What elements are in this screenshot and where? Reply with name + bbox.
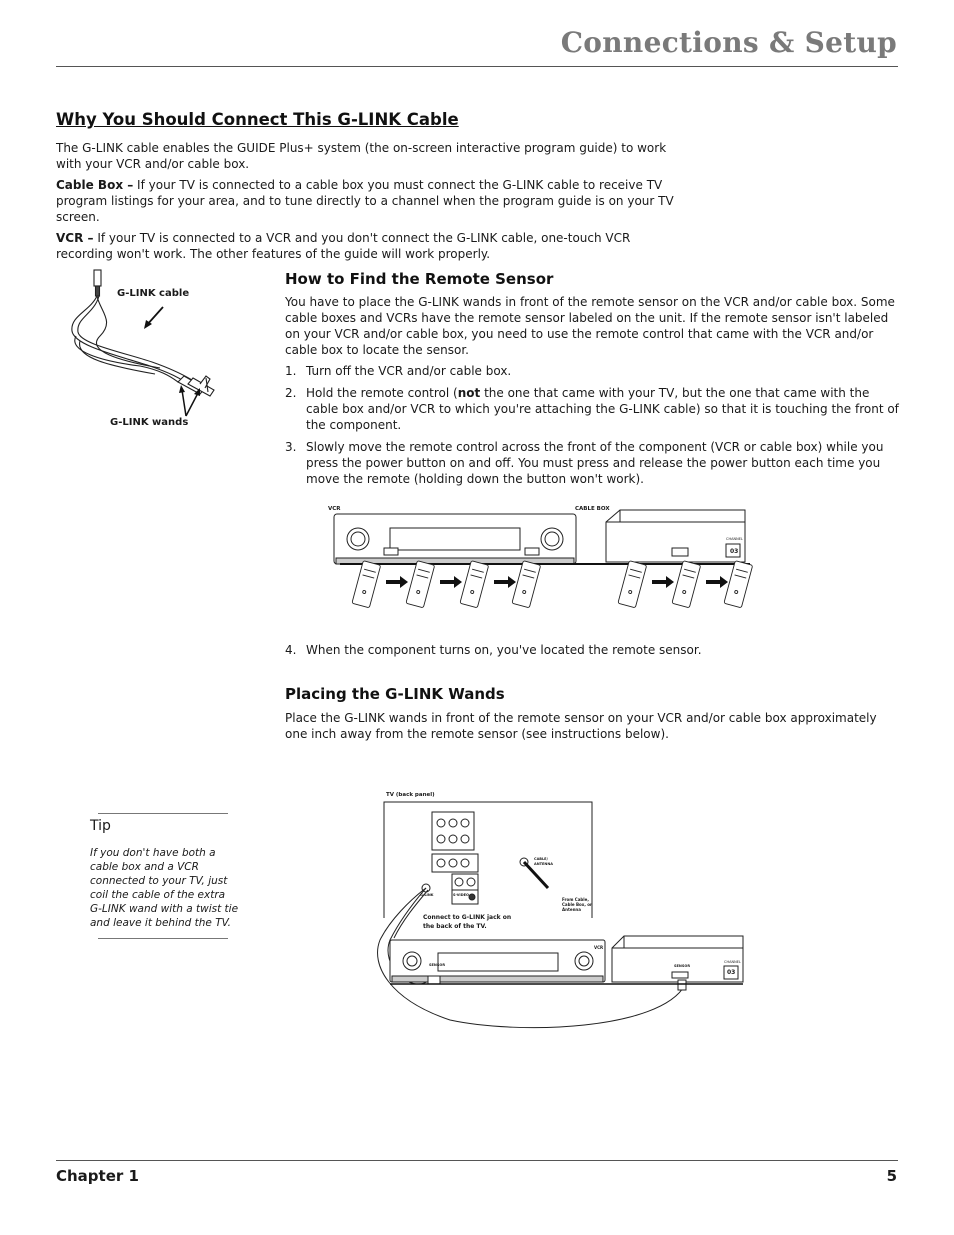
fig-glink-jack-label: G-LINK — [420, 893, 434, 897]
fig-vcr-sensor-label: SENSOR — [429, 963, 446, 967]
step-text: Slowly move the remote control across the front of the component (VCR or cable box) while you press the power button on and off. You must press and release the power button each time you move the remote (holding down the button won't work). — [306, 440, 884, 486]
section-title-find-sensor: How to Find the Remote Sensor — [285, 270, 554, 288]
fig-cablebox-sensor-label: SENSOR — [674, 964, 691, 968]
tv-vcr-cablebox-illustration — [360, 790, 760, 1040]
vcr-term: VCR – — [56, 231, 94, 245]
step-number: 2. — [285, 386, 297, 400]
cable-box-text: If your TV is connected to a cable box you must connect the G-LINK cable to receive TV program listings for your area, and to tune directly to a channel when the program guide is on your TV screen. — [56, 178, 674, 224]
step-number: 3. — [285, 440, 297, 454]
vcr-cablebox-remote-illustration — [320, 500, 760, 620]
fig-connect-note: Connect to G-LINK jack on the back of the TV. — [423, 914, 512, 930]
section1-body — [56, 140, 688, 267]
tip-top-rule — [98, 813, 228, 814]
remote-sensor-figure — [320, 500, 760, 620]
step-text: Turn off the VCR and/or cable box. — [306, 364, 512, 378]
section3-text: Place the G-LINK wands in front of the remote sensor on your VCR and/or cable box approximately one inch away from the remote sensor (see instructions below). — [285, 711, 877, 741]
remote-controls — [352, 561, 753, 608]
step4-container — [285, 642, 901, 664]
section1-vcr-para — [56, 230, 688, 262]
section2-intro: You have to place the G-LINK wands in front of the remote sensor on the VCR and/or cable box. Some cable boxes and VCRs have the remote sensor labeled on the unit. If the remote sensor isn't labeled on your VCR and/or cable box, you need to use the remote control that came with the VCR and/or cable box to locate the sensor. — [285, 295, 895, 357]
steps-list — [285, 363, 901, 487]
tip-text: If you don't have both a cable box and a VCR connected to your TV, just coil the cable of the extra G-LINK wand with a twist tie and leave it behind the TV. — [90, 847, 239, 929]
fig-vcr-label-2: VCR — [594, 945, 604, 950]
section2-body — [285, 294, 901, 493]
fig-channel-label-2: CHANNEL — [724, 960, 741, 964]
fig-svideo-label: S-VIDEO — [453, 893, 470, 897]
section-title-why-connect: Why You Should Connect This G-LINK Cable — [56, 110, 459, 129]
footer-page-number: 5 — [886, 1167, 897, 1185]
header-rule — [56, 66, 898, 67]
wand-placement-figure — [360, 790, 760, 1040]
tip-bottom-rule — [98, 938, 228, 939]
page-header-title: Connections & Setup — [560, 26, 897, 59]
step-item — [285, 385, 901, 433]
steps-list-continued — [285, 642, 901, 658]
glink-cable-label: G-LINK cable — [117, 288, 190, 299]
fig-from-cable-label: From Cable, Cable Box, or Antenna — [562, 897, 592, 912]
step-text-post: the one that came with your TV, but the one that came with the cable box and/or VCR to which you're attaching the G-LINK cable) so that it is touching the front of the component. — [306, 386, 899, 432]
fig-cable-antenna-label: CABLE/ ANTENNA — [534, 857, 553, 866]
glink-wands-label: G-LINK wands — [110, 417, 189, 428]
section-title-placing-wands: Placing the G-LINK Wands — [285, 685, 505, 703]
vcr-text: If your TV is connected to a VCR and you don't connect the G-LINK cable, one-touch VCR recording won't work. The other features of the guide will work properly. — [56, 231, 631, 261]
step-text: When the component turns on, you've located the remote sensor. — [306, 643, 702, 657]
glink-cable-figure — [60, 266, 230, 436]
step-text-pre: Hold the remote control ( — [306, 386, 458, 400]
fig-channel-label: CHANNEL — [726, 537, 743, 541]
section1-cable-box-para — [56, 177, 688, 225]
tip-title: Tip — [90, 818, 111, 834]
step-number: 1. — [285, 364, 297, 378]
fig-channel-value: 03 — [730, 548, 739, 555]
fig-cable-box-label: CABLE BOX — [575, 506, 610, 512]
fig-tv-label: TV (back panel) — [386, 792, 435, 798]
step-item — [285, 363, 901, 379]
cable-box-term: Cable Box – — [56, 178, 134, 192]
fig-channel-value-2: 03 — [727, 969, 736, 976]
step-number: 4. — [285, 643, 297, 657]
section3-body — [285, 710, 901, 747]
fig-vcr-label: VCR — [328, 506, 341, 512]
footer-rule — [56, 1160, 898, 1161]
footer-chapter: Chapter 1 — [56, 1167, 139, 1185]
section1-intro: The G-LINK cable enables the GUIDE Plus+ system (the on-screen interactive program guide) to work with your VCR and/or cable box. — [56, 141, 667, 171]
step-item — [285, 642, 901, 658]
step-text-emphasis: not — [457, 386, 481, 400]
step-item — [285, 439, 901, 487]
